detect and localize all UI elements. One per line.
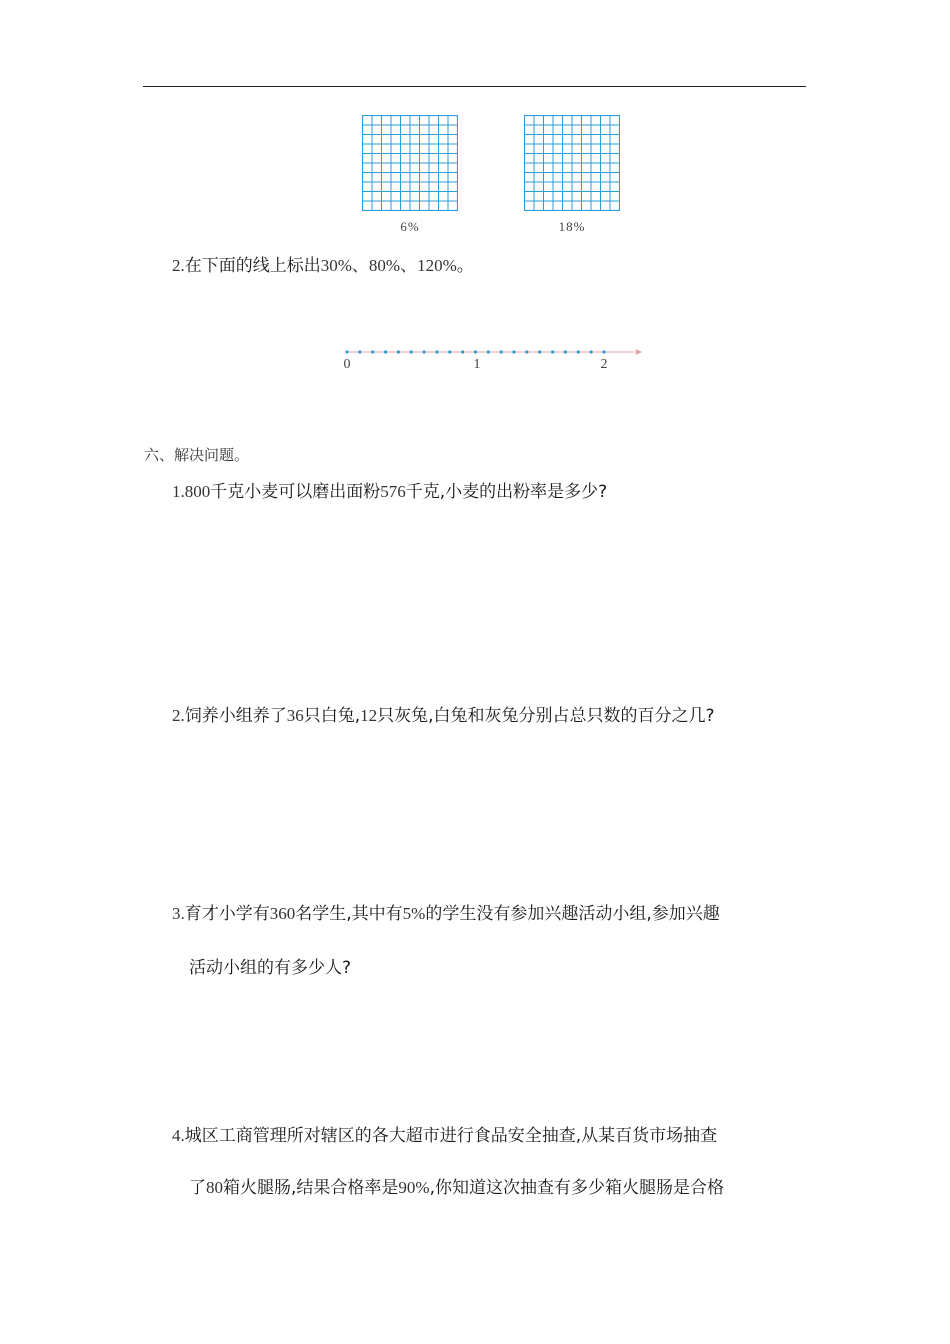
tick-label-0: 0 xyxy=(343,357,351,372)
problem-text: 只灰兔,白兔和灰兔分别占总只数的百分之几? xyxy=(377,706,715,726)
number-line-dot xyxy=(397,350,400,353)
number-line-dot xyxy=(461,350,464,353)
problem-4-line-1 xyxy=(172,1126,717,1146)
number-line-dot xyxy=(435,350,438,353)
number-line-dot xyxy=(577,350,580,353)
question-end: 。 xyxy=(456,256,474,276)
number-line-dot xyxy=(500,350,503,353)
number-line-dot xyxy=(358,350,361,353)
tick-label-1: 1 xyxy=(473,357,481,372)
problem-text: 千克小麦可以磨出面粉 xyxy=(210,482,381,502)
question-values: 30%、80%、120% xyxy=(320,256,457,275)
problem-text: 箱火腿肠,结果合格率是 xyxy=(223,1178,399,1198)
problem-1 xyxy=(172,482,607,502)
problem-3-line-1 xyxy=(172,904,720,924)
number-line-arrow xyxy=(636,349,642,355)
problem-text: 名学生,其中有 xyxy=(295,904,403,924)
hundred-grid-1 xyxy=(362,115,458,211)
number-line-dot xyxy=(371,350,374,353)
problem-value: 800 xyxy=(184,482,211,501)
number-line-dot xyxy=(590,350,593,353)
number-line-dot xyxy=(410,350,413,353)
number-line-dot xyxy=(564,350,567,353)
problem-value: 36 xyxy=(286,706,304,725)
problem-text: 城区工商管理所对辖区的各大超市进行食品安全抽查,从某百货市场抽查 xyxy=(184,1126,718,1146)
number-line-dot xyxy=(538,350,541,353)
number-line-dots xyxy=(345,350,605,353)
problem-text: 饲养小组养了 xyxy=(184,706,287,726)
problem-3-line-2: 活动小组的有多少人? xyxy=(189,958,352,978)
problem-text: ,你知道这次抽查有多少箱火腿肠是合格 xyxy=(429,1178,724,1198)
problem-text: 千克,小麦的出粉率是多少? xyxy=(405,482,608,502)
problem-number: 2. xyxy=(172,706,185,725)
problem-value: 90% xyxy=(398,1178,430,1197)
number-line-dot xyxy=(602,350,605,353)
number-line-dot xyxy=(448,350,451,353)
number-line-dot xyxy=(345,350,348,353)
problem-value: 80 xyxy=(206,1178,223,1197)
question-2-mark-line xyxy=(172,256,474,276)
top-rule xyxy=(143,86,806,87)
question-number: 2. xyxy=(172,256,185,275)
number-line-dot xyxy=(487,350,490,353)
number-line xyxy=(336,342,646,372)
problem-text: 只白兔, xyxy=(303,706,361,726)
number-line-dot xyxy=(423,350,426,353)
problem-value: 5% xyxy=(402,904,426,923)
problem-number: 3. xyxy=(172,904,185,923)
number-line-dot xyxy=(474,350,477,353)
problem-text: 了 xyxy=(189,1178,206,1198)
number-line-dot xyxy=(384,350,387,353)
problem-4-line-2 xyxy=(189,1178,724,1198)
problem-text: 育才小学有 xyxy=(184,904,270,924)
problem-value: 576 xyxy=(380,482,406,501)
problem-value: 360 xyxy=(269,904,296,923)
number-line-dot xyxy=(512,350,515,353)
number-line-dot xyxy=(525,350,528,353)
grid-label-1: 6% xyxy=(400,219,420,234)
question-text: 在下面的线上标出 xyxy=(184,256,321,276)
tick-label-2: 2 xyxy=(600,357,608,372)
number-line-dot xyxy=(551,350,554,353)
problem-value: 12 xyxy=(360,706,378,725)
section-heading: 六、解决问题。 xyxy=(144,446,250,464)
problem-2 xyxy=(172,706,715,726)
hundred-grid-2 xyxy=(524,115,620,211)
problem-text: 的学生没有参加兴趣活动小组,参加兴趣 xyxy=(425,904,720,924)
problem-number: 1. xyxy=(172,482,185,501)
grid-label-2: 18% xyxy=(558,219,586,234)
problem-number: 4. xyxy=(172,1126,185,1145)
